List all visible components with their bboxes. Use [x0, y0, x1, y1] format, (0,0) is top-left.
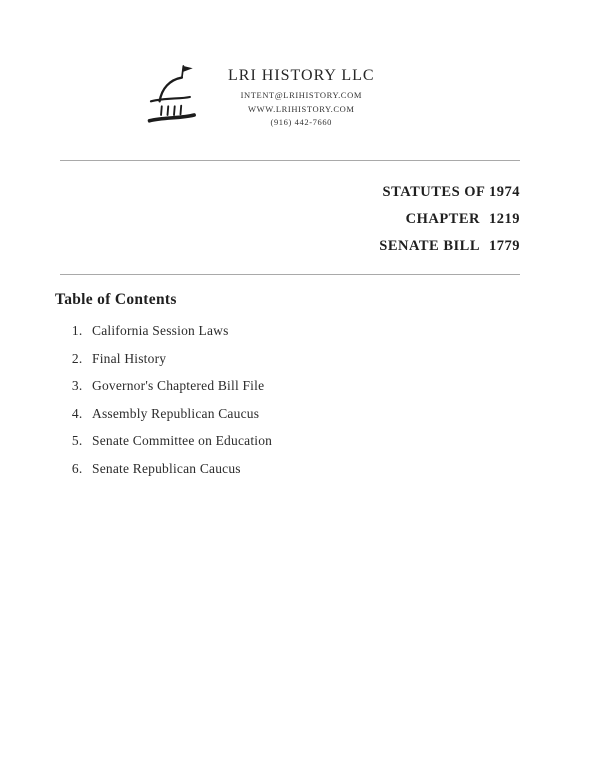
- chapter-label: CHAPTER: [405, 211, 480, 227]
- bill-value: 1779: [489, 238, 520, 254]
- chapter-value: 1219: [489, 211, 520, 227]
- toc-item: 3. Governor's Chaptered Bill File: [86, 378, 600, 394]
- toc-list: [0, 323, 600, 477]
- letterhead: [138, 58, 600, 136]
- toc-title: Table of Contents: [55, 291, 177, 308]
- toc-item: 5. Senate Committee on Education: [86, 433, 600, 449]
- capitol-logo-icon: [138, 58, 210, 136]
- company-website: WWW.LRIHISTORY.COM: [248, 103, 355, 114]
- company-phone: (916) 442-7660: [270, 117, 333, 128]
- divider-bottom: [60, 274, 520, 275]
- bill-label: SENATE BILL: [379, 238, 480, 254]
- letterhead-text: [228, 66, 375, 128]
- toc-item: 1. California Session Laws: [86, 323, 600, 339]
- statute-bill-line: [0, 233, 520, 260]
- toc-item: 2. Final History: [86, 351, 600, 367]
- statute-block: [0, 179, 520, 260]
- toc-item: 4. Assembly Republican Caucus: [86, 406, 600, 422]
- company-name: LRI HISTORY LLC: [228, 67, 375, 85]
- company-email: INTENT@LRIHISTORY.COM: [240, 90, 362, 101]
- statute-chapter-line: [0, 206, 520, 233]
- statute-year-line: STATUTES OF 1974: [382, 184, 520, 200]
- divider-top: [60, 160, 520, 161]
- toc-item: 6. Senate Republican Caucus: [86, 461, 600, 477]
